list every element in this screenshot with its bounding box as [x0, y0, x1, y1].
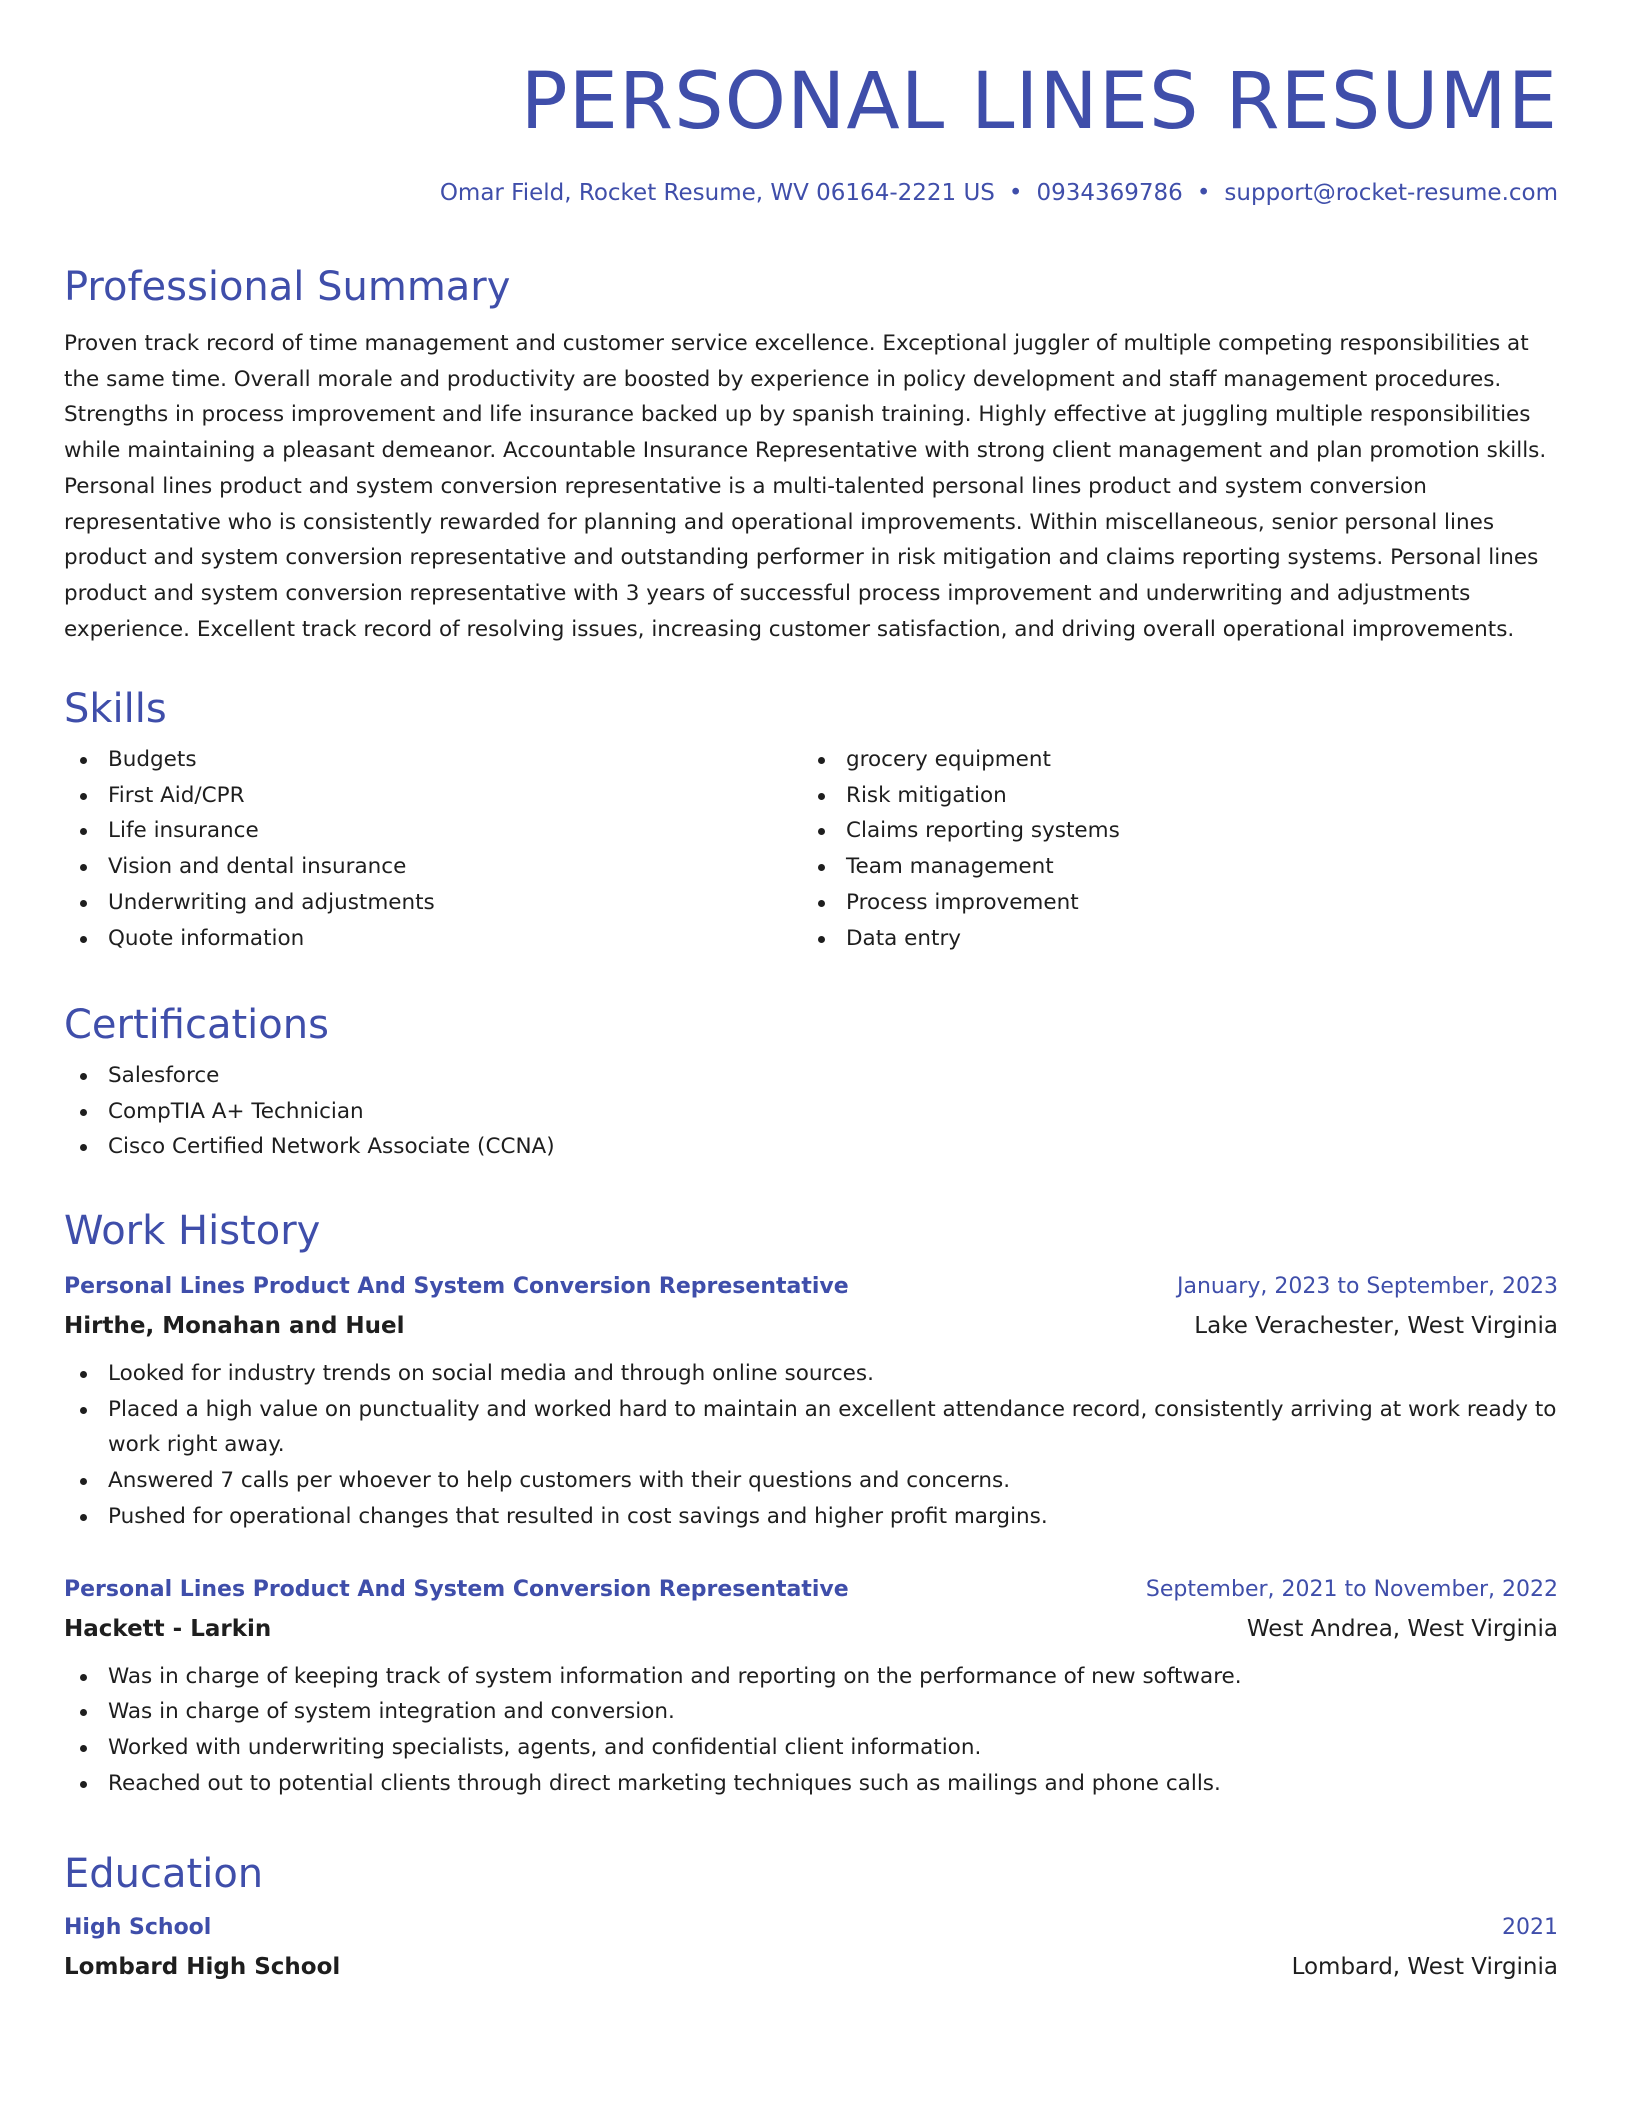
job-title: Personal Lines Product And System Conversion Representative	[64, 1274, 849, 1299]
section-work-history	[64, 1206, 1558, 1801]
education-entry	[64, 1909, 1558, 1987]
skill-item: First Aid/CPR	[64, 778, 802, 814]
job-duty-item: Worked with underwriting specialists, agents, and confidential client information.	[64, 1730, 1558, 1766]
certification-item: CompTIA A+ Technician	[64, 1094, 1558, 1130]
resume-header	[64, 0, 1558, 208]
job-location: West Andrea, West Virginia	[1246, 1615, 1558, 1642]
separator-dot: •	[1008, 180, 1023, 206]
section-professional-summary	[64, 262, 1558, 647]
job-duties-list	[64, 1356, 1558, 1535]
section-heading-work-history: Work History	[64, 1208, 321, 1254]
job-duty-item: Looked for industry trends on social media and through online sources.	[64, 1356, 1558, 1392]
skill-item: Process improvement	[802, 885, 1540, 921]
section-heading-summary: Professional Summary	[64, 264, 511, 310]
skill-item: Risk mitigation	[802, 778, 1540, 814]
section-heading-skills: Skills	[64, 686, 167, 732]
skills-columns	[64, 742, 1558, 956]
contact-email[interactable]: support@rocket-resume.com	[1224, 180, 1558, 206]
education-degree-row	[64, 1909, 1558, 1947]
job-dates: September, 2021 to November, 2022	[1145, 1576, 1558, 1602]
section-skills	[64, 684, 1558, 956]
resume-page	[64, 0, 1558, 1980]
skill-item: Vision and dental insurance	[64, 849, 802, 885]
contact-address: Omar Field, Rocket Resume, WV 06164-2221 US	[439, 180, 995, 206]
education-school-row	[64, 1947, 1558, 1987]
job-duty-item: Was in charge of system integration and conversion.	[64, 1694, 1558, 1730]
education-location: Lombard, West Virginia	[1291, 1954, 1558, 1980]
education-year: 2021	[1502, 1915, 1558, 1940]
certification-item: Salesforce	[64, 1058, 1558, 1094]
job-title: Personal Lines Product And System Conversion Representative	[64, 1576, 849, 1602]
skill-item: Life insurance	[64, 813, 802, 849]
job-duties-list	[64, 1659, 1558, 1802]
job-duty-item: Was in charge of keeping track of system information and reporting on the performance of new software.	[64, 1659, 1558, 1695]
job-company-row	[64, 1609, 1558, 1649]
job-duty-item: Pushed for operational changes that resulted in cost savings and higher profit margins.	[64, 1499, 1558, 1535]
job-duty-item: Placed a high value on punctuality and worked hard to maintain an excellent attendance record, consistently arriving at work ready to work right away.	[64, 1392, 1558, 1463]
job-title-row	[64, 1268, 1558, 1306]
section-education	[64, 1849, 1558, 1987]
education-degree: High School	[64, 1915, 212, 1940]
contact-phone[interactable]: 0934369786	[1036, 180, 1183, 206]
skill-item: Claims reporting systems	[802, 813, 1540, 849]
contact-line	[64, 178, 1558, 208]
job-location: Lake Verachester, West Virginia	[1194, 1313, 1558, 1339]
resume-title: PERSONAL LINES RESUME	[520, 57, 1558, 147]
job-entry	[64, 1571, 1558, 1802]
skill-item: Team management	[802, 849, 1540, 885]
job-company: Hackett - Larkin	[64, 1615, 272, 1642]
skill-item: Data entry	[802, 921, 1540, 957]
skill-item: Budgets	[64, 742, 802, 778]
section-heading-education: Education	[64, 1851, 264, 1897]
summary-paragraph: Proven track record of time management and customer service excellence. Exceptional juggler of multiple competing responsibilities at the same time. Overall morale and productivity are boosted by experience in policy development and staff management procedures. Strengths in process improvement and life insurance backed up by spanish training. Highly effective at juggling multiple responsibilities while maintaining a pleasant demeanor. Accountable Insurance Representative with strong client management and plan promotion skills. Personal lines product and system conversion representative is a multi-talented personal lines product and system conversion representative who is consistently rewarded for planning and operational improvements. Within miscellaneous, senior personal lines product and system conversion representative and outstanding performer in risk mitigation and claims reporting systems. Personal lines product and system conversion representative with 3 years of successful process improvement and underwriting and adjustments experience. Excellent track record of resolving issues, increasing customer satisfaction, and driving overall operational improvements.	[64, 331, 1547, 642]
job-duty-item: Answered 7 calls per whoever to help customers with their questions and concerns.	[64, 1463, 1558, 1499]
certifications-list	[64, 1058, 1558, 1165]
job-entry	[64, 1268, 1558, 1535]
separator-dot: •	[1196, 180, 1211, 206]
education-school: Lombard High School	[64, 1954, 341, 1980]
skills-list-left	[64, 742, 802, 956]
job-title-row	[64, 1571, 1558, 1609]
section-heading-certifications: Certifications	[64, 1002, 329, 1048]
job-company-row	[64, 1306, 1558, 1346]
skills-list-right	[802, 742, 1540, 956]
job-company: Hirthe, Monahan and Huel	[64, 1313, 405, 1339]
job-duty-item: Reached out to potential clients through direct marketing techniques such as mailings and phone calls.	[64, 1766, 1558, 1802]
skill-item: Underwriting and adjustments	[64, 885, 802, 921]
skill-item: Quote information	[64, 921, 802, 957]
section-certifications	[64, 1000, 1558, 1165]
certification-item: Cisco Certified Network Associate (CCNA)	[64, 1129, 1558, 1165]
skill-item: grocery equipment	[802, 742, 1540, 778]
job-dates: January, 2023 to September, 2023	[1176, 1274, 1558, 1299]
